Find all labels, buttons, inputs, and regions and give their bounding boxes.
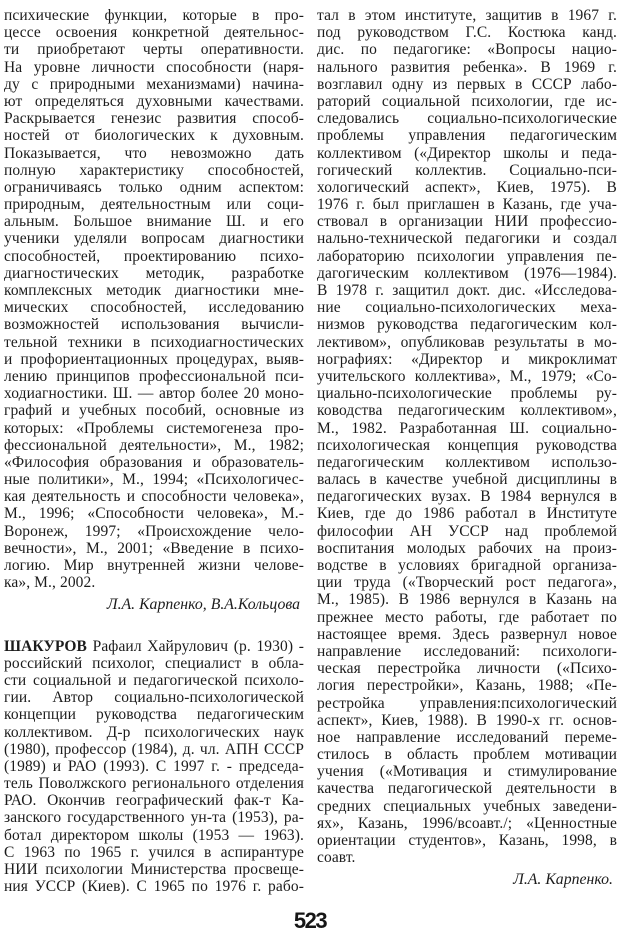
text-line: логию. Мир внутренней жизни челове- (4, 557, 304, 574)
text-line: ограничиваясь только одним аспектом: (4, 178, 304, 196)
text-line: возможностей использования вычисли- (4, 316, 304, 334)
text-line: которых: «Проблемы системогенеза про- (4, 419, 304, 437)
text-line: занского государственного ун-та (1953), ра- (4, 809, 304, 827)
text-line: прежнее место работы, где работает по (317, 608, 617, 626)
text-line: лению принципов профессиональной пси- (4, 367, 304, 385)
text-line: альным. Большое внимание Ш. и его (4, 213, 304, 231)
text-line: раторий социальной психологии, где ис- (317, 92, 617, 110)
text-line (4, 638, 304, 655)
text-line: ностей от биологических к духовным. (4, 127, 304, 145)
text-line: дис. по педагогике: «Вопросы нацио- (317, 41, 617, 59)
left-column (4, 7, 304, 895)
text-line: Раскрывается генезис развития способ- (4, 110, 304, 128)
text-line: ях», Казань, 1996/всоавт./; «Ценностные (317, 814, 617, 832)
text-line: полную характеристику способностей, (4, 161, 304, 179)
text-line: качества педагогической деятельности в (317, 780, 617, 798)
page-number: 523 (293, 908, 327, 933)
text-line: лективом», опубликовав результаты в мо- (317, 333, 617, 351)
text-line: В 1978 г. защитил докт. дис. «Исследова- (317, 282, 617, 299)
text-line: ния УССР (Киев). С 1965 по 1976 г. рабо- (4, 878, 304, 896)
text-line: соавт. (317, 849, 356, 867)
text-line: цессе освоения конкретной деятельнос- (4, 24, 304, 42)
text-line: нографиях: «Директор и микроклимат (317, 350, 617, 368)
text-line: ции труда («Творческий рост педагога», (317, 574, 617, 592)
text-line: природным, деятельностным или соци- (4, 196, 304, 214)
text-line: и профориентационных процедурах, выяв- (4, 350, 304, 368)
text-line: ботал директором школы (1953 — 1963). (4, 826, 304, 844)
text-line: валась в качестве учебной дисциплины в (317, 471, 617, 489)
text-line: фессиональной деятельности», М., 1982; (4, 436, 304, 454)
text-line: На уровне личности способности (наря- (4, 58, 304, 76)
text-line: дагогическим коллективом (1976—1984). (317, 264, 617, 282)
text-line: кая деятельность и способности человека», (4, 488, 304, 506)
text-line: Киев, где до 1986 работал в Институте (317, 505, 617, 523)
text-line: нально-технической педагогики и создал (317, 230, 617, 248)
text-line: коллективом. Д-р психологических наук (4, 723, 304, 741)
text-line: мических способностей, исследованию (4, 299, 304, 317)
text-line: водстве в условиях бригадной организа- (317, 557, 617, 574)
text-line: способностей, проектированию психо- (4, 247, 304, 265)
text-line: ка», М., 2002. (4, 574, 96, 592)
text-line: ют определяться духовными качествами. (4, 92, 304, 110)
text-line: гогический коллектив. Социально-пси- (317, 161, 617, 179)
text-line: психологическая концепция руководства (317, 436, 617, 454)
text-line: графий и учебных пособий, основные из (4, 402, 304, 420)
text-line: концепции руководства педагогическим (4, 706, 304, 724)
author-signature: Л.А. Карпенко, В.А.Кольцова (106, 596, 300, 614)
text-line: ние социально-психологических меха- (317, 299, 617, 317)
text-line: под руководством Г.С. Костюка канд. (317, 24, 617, 42)
text-line: педагогическим коллективом использо- (317, 453, 617, 471)
text-line: 1976 г. был приглашен в Казань, где уча- (317, 196, 617, 214)
text-line: хологический аспект», Киев, 1975). В (317, 178, 617, 196)
text-line: тал в этом институте, защитив в 1967 г. (317, 7, 617, 24)
text-line: С 1963 по 1965 г. учился в аспирантуре (4, 843, 304, 861)
text-line: ческая перестройка личности («Психо- (317, 660, 617, 678)
text-line: циально-психологические проблемы ру- (317, 385, 617, 403)
entry-text: Рафаил Хайрулович (р. 1930) - (87, 637, 304, 655)
text-line: направление исследований: психологи- (317, 642, 617, 660)
text-line: стилось в область проблем мотивации (317, 746, 617, 764)
text-line: НИИ психологии Министерства просвеще- (4, 861, 304, 879)
text-line: педагогических вузах. В 1984 вернулся в (317, 488, 617, 506)
text-line: (1980), профессор (1984), д. чл. АПН СССР (4, 740, 304, 758)
text-line: диагностических методик, разработке (4, 264, 304, 282)
text-line: Воронеж, 1997; «Происхождение чело- (4, 522, 304, 540)
text-line: ное направление исследований переме- (317, 728, 617, 746)
text-line: ствовал в организации НИИ профессио- (317, 213, 617, 231)
text-line: М., 1985). В 1986 вернулся в Казань на (317, 591, 617, 609)
text-line: «Философия образования и образователь- (4, 453, 304, 471)
text-line: учительского коллектива», М., 1979; «Со- (317, 367, 617, 385)
text-line: М., 1982. Разработанная Ш. социально- (317, 419, 617, 437)
text-line: аспект», Киев, 1988). В 1990-х гг. основ- (317, 711, 617, 729)
text-line: следовались социально-психологические (317, 110, 617, 128)
text-line: воспитания молодых рабочих на произ- (317, 539, 617, 557)
text-line: философии АН УССР над проблемой (317, 522, 617, 540)
text-line: средних специальных учебных заведени- (317, 797, 617, 815)
text-line: ходиагностики. Ш. — автор более 20 моно- (4, 385, 304, 403)
text-line: тельной техники в психодиагностических (4, 333, 304, 351)
text-line: (1989) и РАО (1993). С 1997 г. - председа- (4, 757, 304, 775)
text-line: ученики уделяли вопросам диагностики (4, 230, 304, 248)
text-line: логия перестройки», Казань, 1988; «Пе- (317, 677, 617, 695)
text-line: гии. Автор социально-психологической (4, 689, 304, 707)
text-line: ориентации студентов», Казань, 1998, в (317, 832, 617, 849)
text-line: ду с природными механизмами) начина- (4, 75, 304, 93)
text-line: лабораторию психологии управления пе- (317, 247, 617, 265)
text-line: возглавил одну из первых в СССР лабо- (317, 75, 617, 93)
text-line: настоящее время. Здесь развернул новое (317, 625, 617, 643)
text-line: рестройка управления:психологический (317, 694, 617, 712)
text-line: психические функции, которые в про- (4, 7, 304, 24)
right-column (317, 7, 617, 889)
text-line: ти приобретают черты оперативности. (4, 41, 304, 59)
text-line: РАО. Окончив географический фак-т Ка- (4, 792, 304, 810)
text-line: комплексных методик диагностики мне- (4, 282, 304, 299)
text-line: сти социальной и педагогической психоло- (4, 671, 304, 689)
text-line: нального развития ребенка». В 1969 г. (317, 58, 617, 76)
text-line: низмов руководства педагогическим кол- (317, 316, 617, 334)
text-line: ные политики», М., 1994; «Психологичес- (4, 471, 304, 489)
text-line: тель Поволжского регионального отделения (4, 775, 304, 793)
text-line: учения («Мотивация и стимулирование (317, 763, 617, 781)
text-line: коллективом («Директор школы и педа- (317, 144, 617, 162)
entry-headword: ШАКУРОВ (4, 637, 87, 655)
text-line: проблемы управления педагогическим (317, 127, 617, 145)
text-line: вечности», М., 2001; «Введение в психо- (4, 539, 304, 557)
author-signature: Л.А. Карпенко. (513, 871, 613, 889)
text-line: М., 1996; «Способности человека», М.- (4, 505, 304, 523)
text-line: Показывается, что невозможно дать (4, 144, 304, 162)
text-line: российский психолог, специалист в обла- (4, 654, 304, 672)
text-line: ководства педагогическим коллективом», (317, 402, 617, 420)
entry-gap (4, 614, 304, 638)
